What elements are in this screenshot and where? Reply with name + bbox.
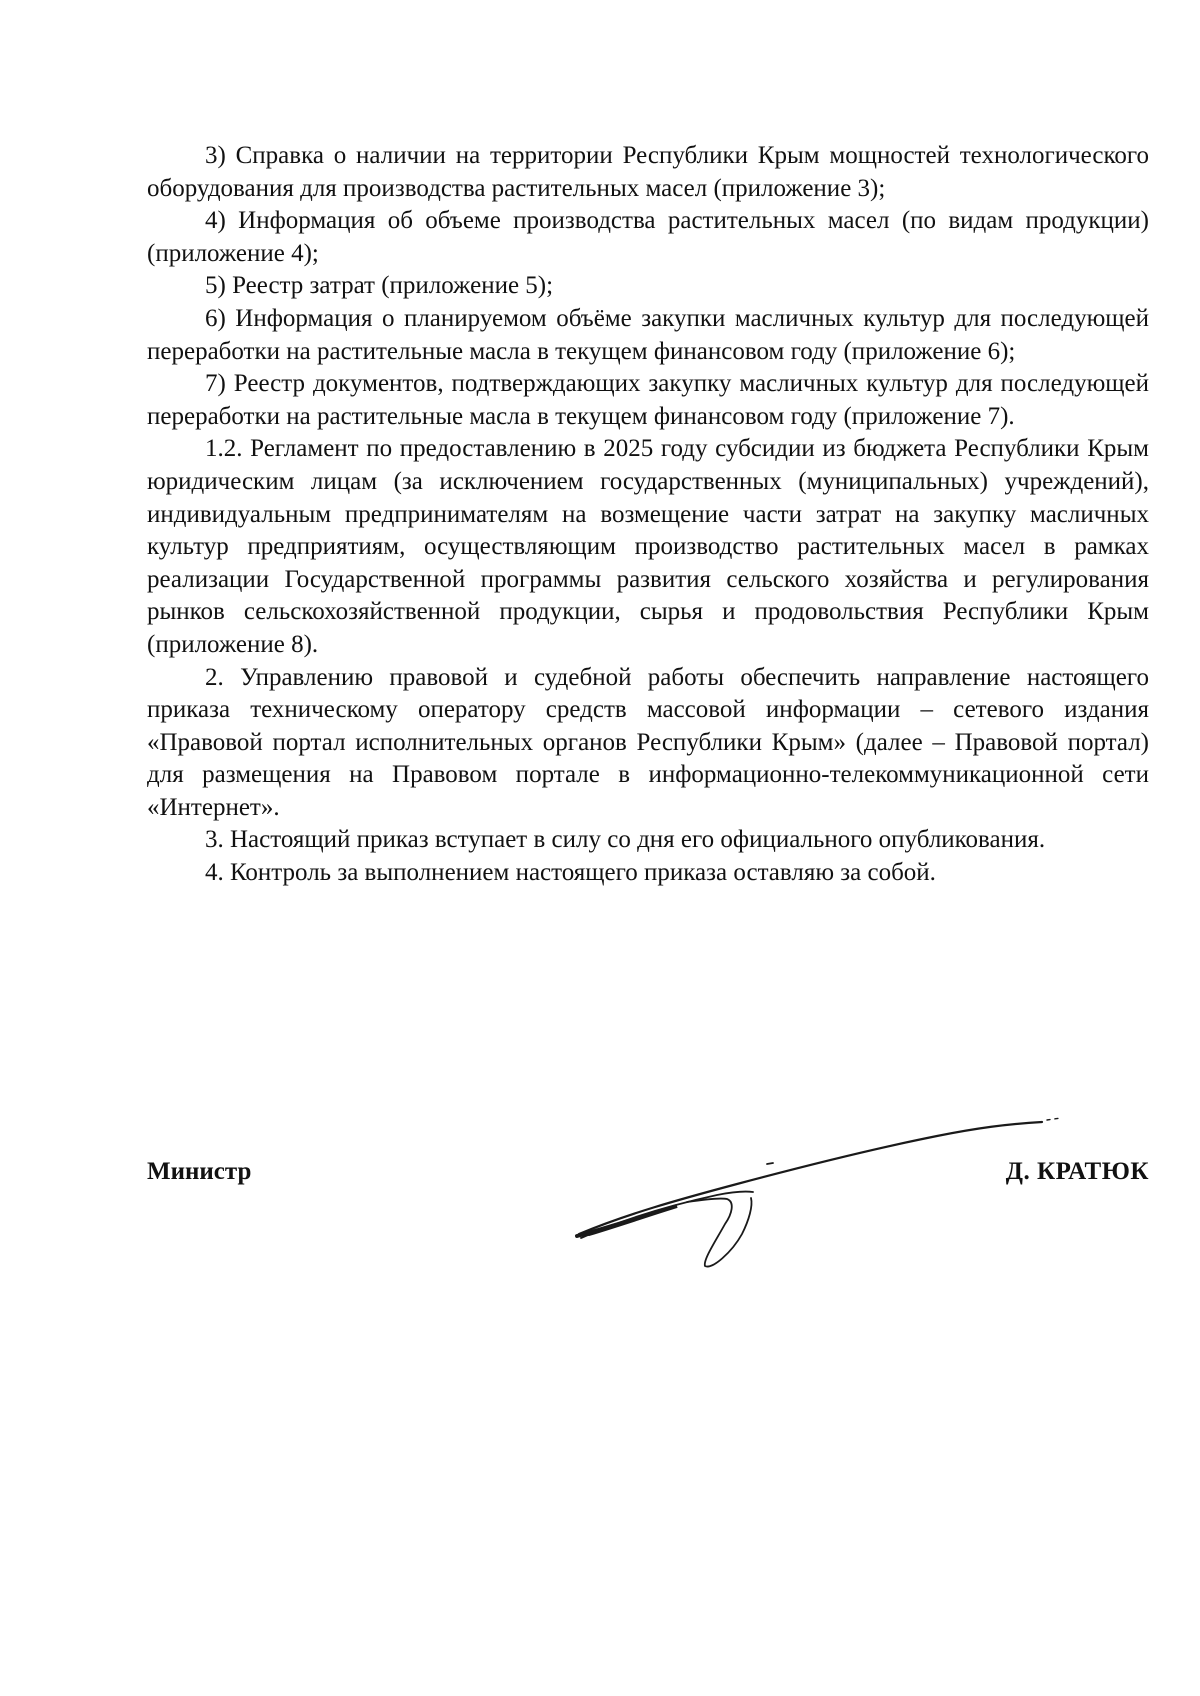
paragraph-item-6: 6) Информация о планируемом объёме закупки масличных культур для последующей переработки на растительные масла в текущем финансовом году (приложение 6); — [147, 304, 1149, 365]
paragraph-item-3: 3) Справка о наличии на территории Республики Крым мощностей технологического оборудования для производства растительных масел (приложение 3); — [147, 142, 1149, 202]
paragraph-clause-3: 3. Настоящий приказ вступает в силу со дня его официального опубликования. — [205, 826, 1046, 854]
paragraph-item-5: 5) Реестр затрат (приложение 5); — [205, 272, 554, 300]
document-body — [147, 140, 1149, 890]
paragraph-item-4: 4) Информация об объеме производства растительных масел (по видам продукции) (приложение 4); — [147, 207, 1149, 267]
paragraph-item-7: 7) Реестр документов, подтверждающих закупку масличных культур для последующей переработки на растительные масла в текущем финансовом году (приложение 7). — [147, 370, 1149, 430]
signature-block — [147, 1140, 1149, 1280]
paragraph-clause-4: 4. Контроль за выполнением настоящего приказа оставляю за собой. — [205, 859, 936, 887]
paragraph-clause-1-2: 1.2. Регламент по предоставлению в 2025 году субсидии из бюджета Республики Крым юридическим лицам (за исключением государственных (муниципальных) учреждений), индивидуальным предпринимателям на возмещение части затрат на закупку масличных культур предприятиям, осуществляющим производство растительных масел в рамках реализации Государственной программы развития сельского хозяйства и регулирования рынков сельскохозяйственной продукции, сырья и продовольствия Республики Крым (приложение 8). — [147, 435, 1149, 658]
signatory-name: Д. КРАТЮК — [1005, 1158, 1149, 1185]
position-title: Министр — [147, 1158, 252, 1185]
paragraph-clause-2: 2. Управлению правовой и судебной работы обеспечить направление настоящего приказа техническому оператору средств массовой информации – сетевого издания «Правовой портал исполнительных органов Республики Крым» (далее – Правовой портал) для размещения на Правовом портале в информационно-телекоммуникационной сети «Интернет». — [147, 663, 1149, 821]
